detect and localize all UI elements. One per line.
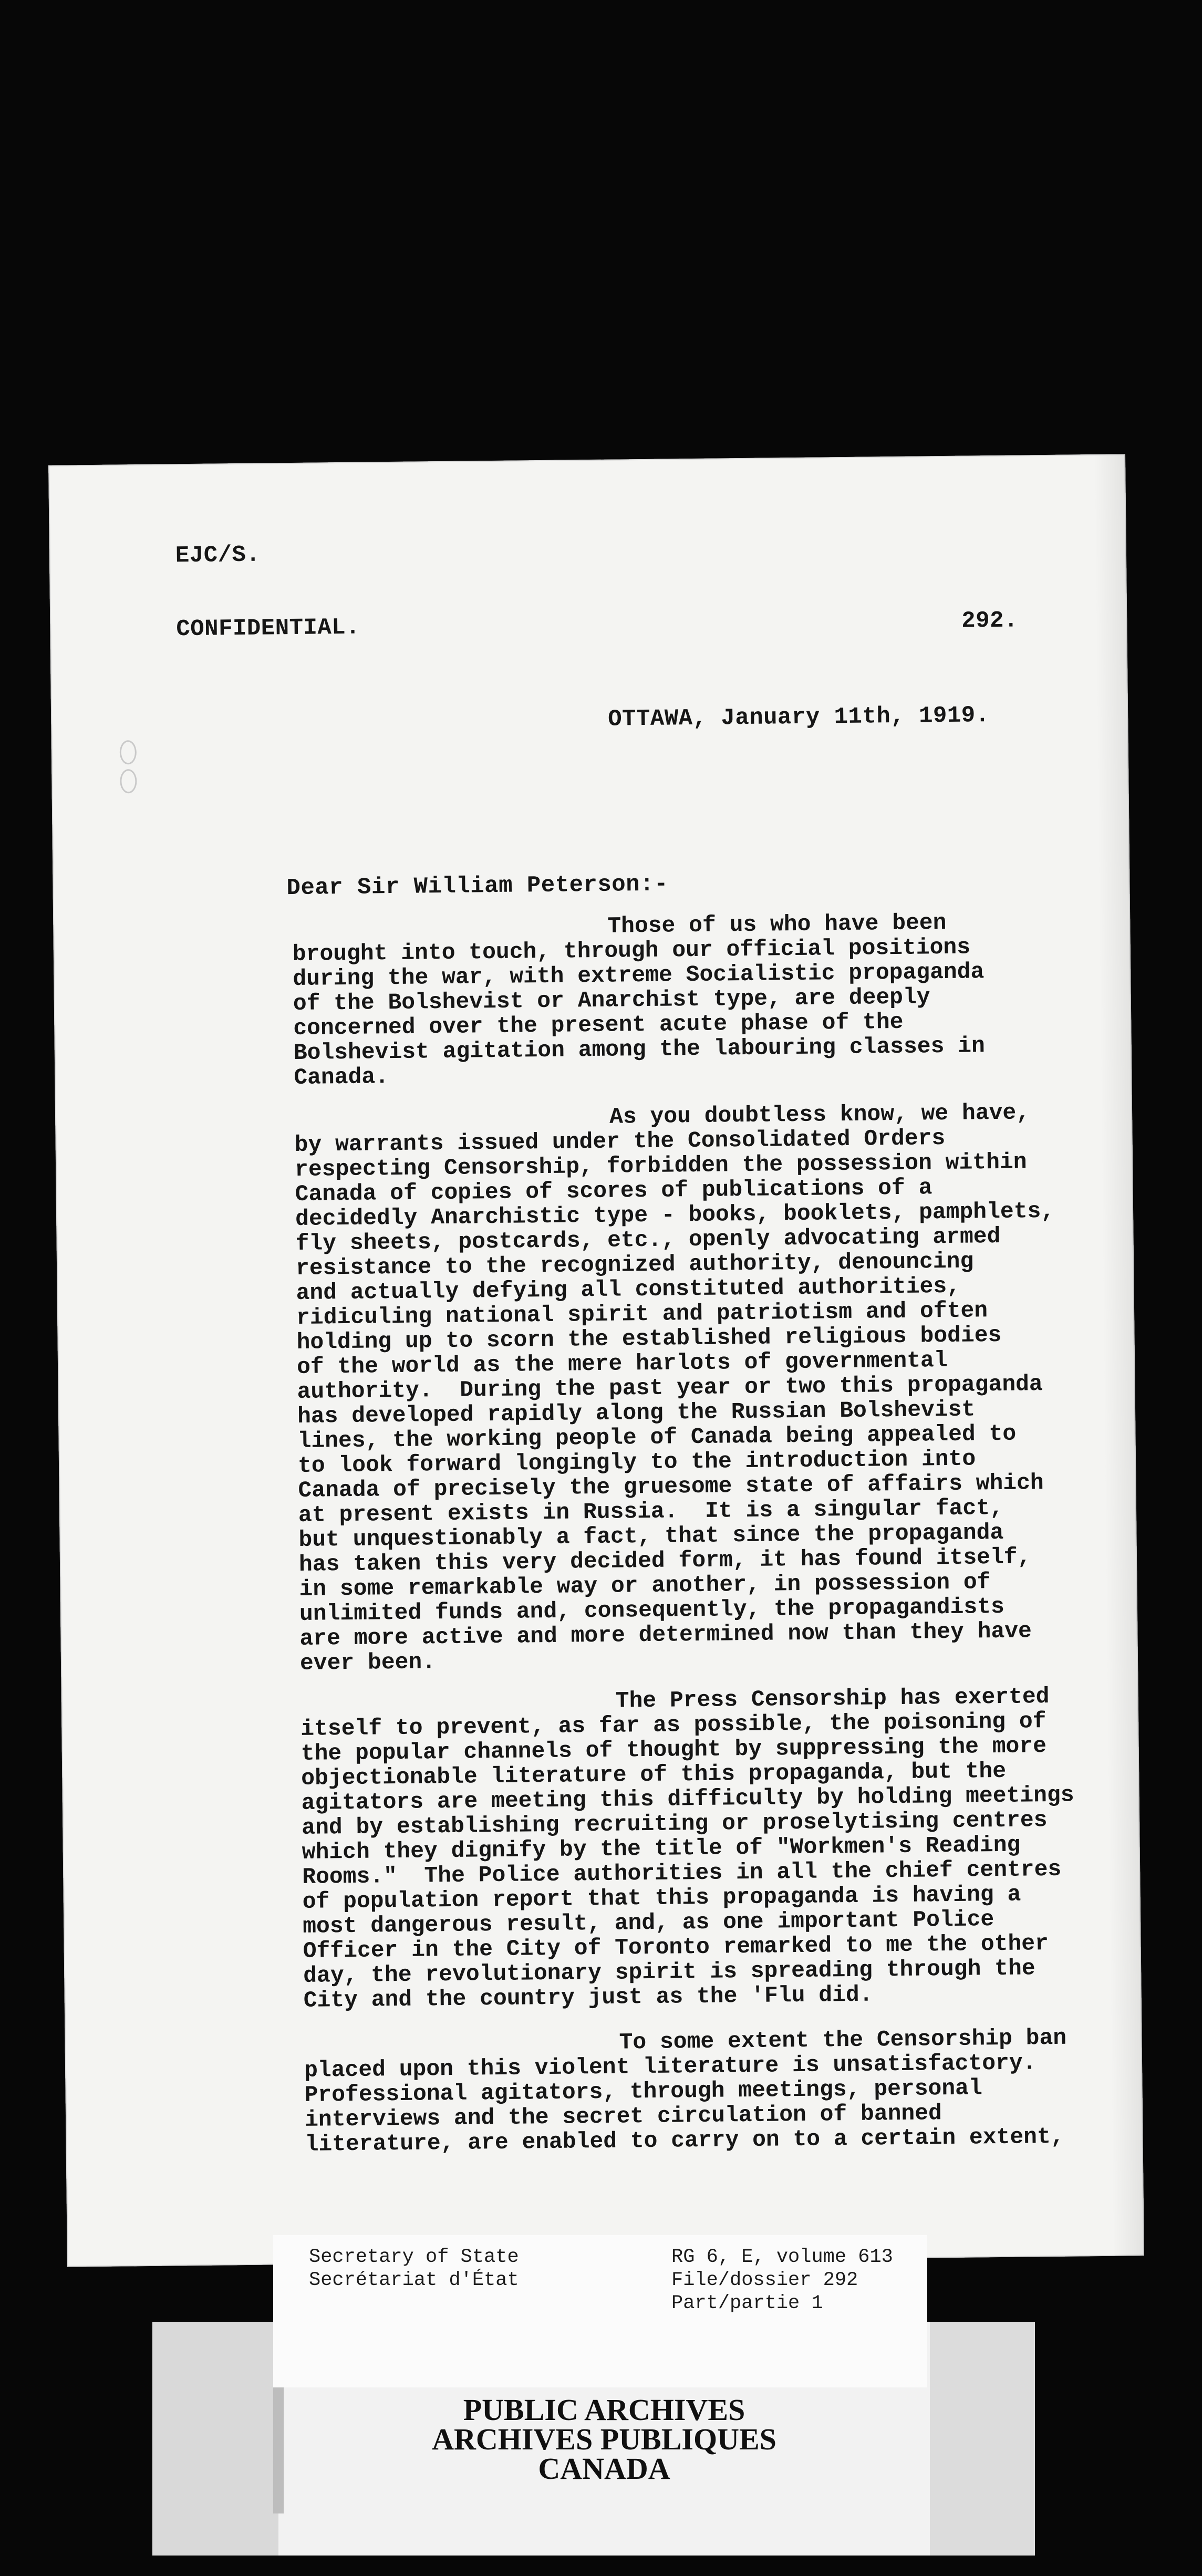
letter-line: ridiculing national spirit and patriotism and often <box>296 1297 988 1331</box>
punch-hole-mark <box>120 769 137 793</box>
letter-line: day, the revolutionary spirit is spreading through the <box>303 1955 1035 1989</box>
letter-line: unlimited funds and, consequently, the propagandists <box>299 1593 1005 1627</box>
letter-line: of the world as the mere harlots of governmental <box>296 1347 948 1380</box>
letter-line: respecting Censorship, forbidden the possession within <box>294 1149 1027 1182</box>
letter-paragraph-1 <box>292 909 1103 1090</box>
letter-line: Professional agitators, through meetings, personal <box>304 2075 983 2108</box>
public-archives-stamp <box>284 2395 925 2484</box>
letter-line: holding up to scorn the established religious bodies <box>296 1322 1002 1355</box>
letter-line: which they dignify by the title of "Workmen's Reading <box>302 1832 1021 1865</box>
letter-line: resistance to the recognized authority, denouncing <box>295 1248 974 1281</box>
letter-line: of the Bolshevist or Anarchist type, are deeply <box>293 984 930 1017</box>
letter-line: lines, the working people of Canada being appealed to <box>297 1420 1017 1454</box>
letter-line: are more active and more determined now than they have <box>299 1618 1032 1651</box>
reference-code: EJC/S. <box>175 542 261 569</box>
letter-line: most dangerous result, and, as one important Police <box>302 1906 994 1939</box>
letter-line: Bolshevist agitation among the labouring classes in <box>293 1033 986 1066</box>
letter-line: authority. During the past year or two this propaganda <box>297 1371 1043 1405</box>
letter-paragraph-2 <box>294 1099 1109 1676</box>
archive-reference-label <box>273 2235 927 2387</box>
letter-line: fly sheets, postcards, etc., openly advocating armed <box>295 1223 1001 1256</box>
letter-line: Officer in the City of Toronto remarked to me the other <box>303 1930 1049 1964</box>
letter-line: by warrants issued under the Consolidated Orders <box>294 1125 946 1158</box>
letter-line: Canada. <box>294 1064 389 1090</box>
stamp-card-edge-right <box>930 2322 1035 2556</box>
letter-line: brought into touch, through our official positions <box>292 934 971 968</box>
letter-line: and by establishing recruiting or proselytising centres <box>302 1807 1048 1841</box>
letter-line: in some remarkable way or another, in possession of <box>299 1569 991 1602</box>
letter-line: of population report that this propaganda is having a <box>302 1881 1021 1915</box>
letter-line: during the war, with extreme Socialistic propaganda <box>293 959 985 992</box>
record-group: RG 6, E, volume 613 <box>671 2246 893 2268</box>
letter-line: As you doubtless know, we have, <box>609 1099 1030 1130</box>
salutation: Dear Sir William Peterson:- <box>286 871 669 902</box>
letter-line: but unquestionably a fact, that since the propaganda <box>298 1519 1004 1553</box>
letter-line: agitators are meeting this difficulty by holding meetings <box>301 1782 1074 1816</box>
date-line: OTTAWA, January 11th, 1919. <box>607 702 990 733</box>
stamp-card-divider <box>273 2387 284 2513</box>
letter-line: Canada of copies of scores of publications of a <box>295 1175 932 1207</box>
letter-line: the popular channels of thought by suppressing the more <box>300 1733 1047 1767</box>
letter-line: has developed rapidly along the Russian Bolshevist <box>297 1396 976 1429</box>
department-french: Secrétariat d'État <box>309 2269 519 2291</box>
letter-line: objectionable literature of this propaganda, but the <box>301 1758 1007 1791</box>
stamp-line-country: CANADA <box>538 2452 670 2486</box>
letter-line: has taken this very decided form, it has found itself, <box>298 1544 1031 1577</box>
letter-line: to look forward longingly to the introduction into <box>297 1446 976 1479</box>
stamp-card-edge-left <box>152 2322 278 2556</box>
letter-line: interviews and the secret circulation of banned <box>304 2100 942 2133</box>
stamp-line-english: PUBLIC ARCHIVES <box>463 2393 745 2427</box>
letter-line: and actually defying all constituted authorities, <box>296 1273 961 1306</box>
letter-line: at present exists in Russia. It is a singular fact, <box>298 1494 1004 1528</box>
letter-line: ever been. <box>299 1649 436 1676</box>
file-number: File/dossier 292 <box>671 2269 858 2291</box>
document-page <box>48 454 1144 2267</box>
letter-line: decidedly Anarchistic type - books, booklets, pamphlets, <box>295 1198 1055 1232</box>
letter-line: The Press Censorship has exerted <box>615 1684 1050 1714</box>
classification-mark: CONFIDENTIAL. <box>176 614 360 643</box>
letter-paragraph-3 <box>300 1684 1113 2013</box>
stamp-line-french: ARCHIVES PUBLIQUES <box>432 2422 776 2456</box>
punch-hole-mark <box>120 740 137 764</box>
letter-line: concerned over the present acute phase of the <box>293 1009 904 1042</box>
department-english: Secretary of State <box>309 2246 519 2268</box>
letter-line: City and the country just as the 'Flu did. <box>303 1981 873 2013</box>
letter-paragraph-4 <box>304 2025 1114 2157</box>
letter-line: literature, are enabled to carry on to a certain extent, <box>305 2123 1064 2157</box>
letter-line: placed upon this violent literature is unsatisfactory. <box>304 2050 1037 2083</box>
letter-line: itself to prevent, as far as possible, the poisoning of <box>300 1708 1046 1742</box>
letter-line: To some extent the Censorship ban <box>619 2024 1067 2055</box>
letter-line: Canada of precisely the gruesome state of affairs which <box>298 1470 1044 1503</box>
letter-line: Rooms." The Police authorities in all the chief centres <box>302 1856 1062 1890</box>
part-number: Part/partie 1 <box>671 2292 823 2314</box>
letter-line: Those of us who have been <box>607 909 947 939</box>
page-number: 292. <box>961 607 1019 635</box>
